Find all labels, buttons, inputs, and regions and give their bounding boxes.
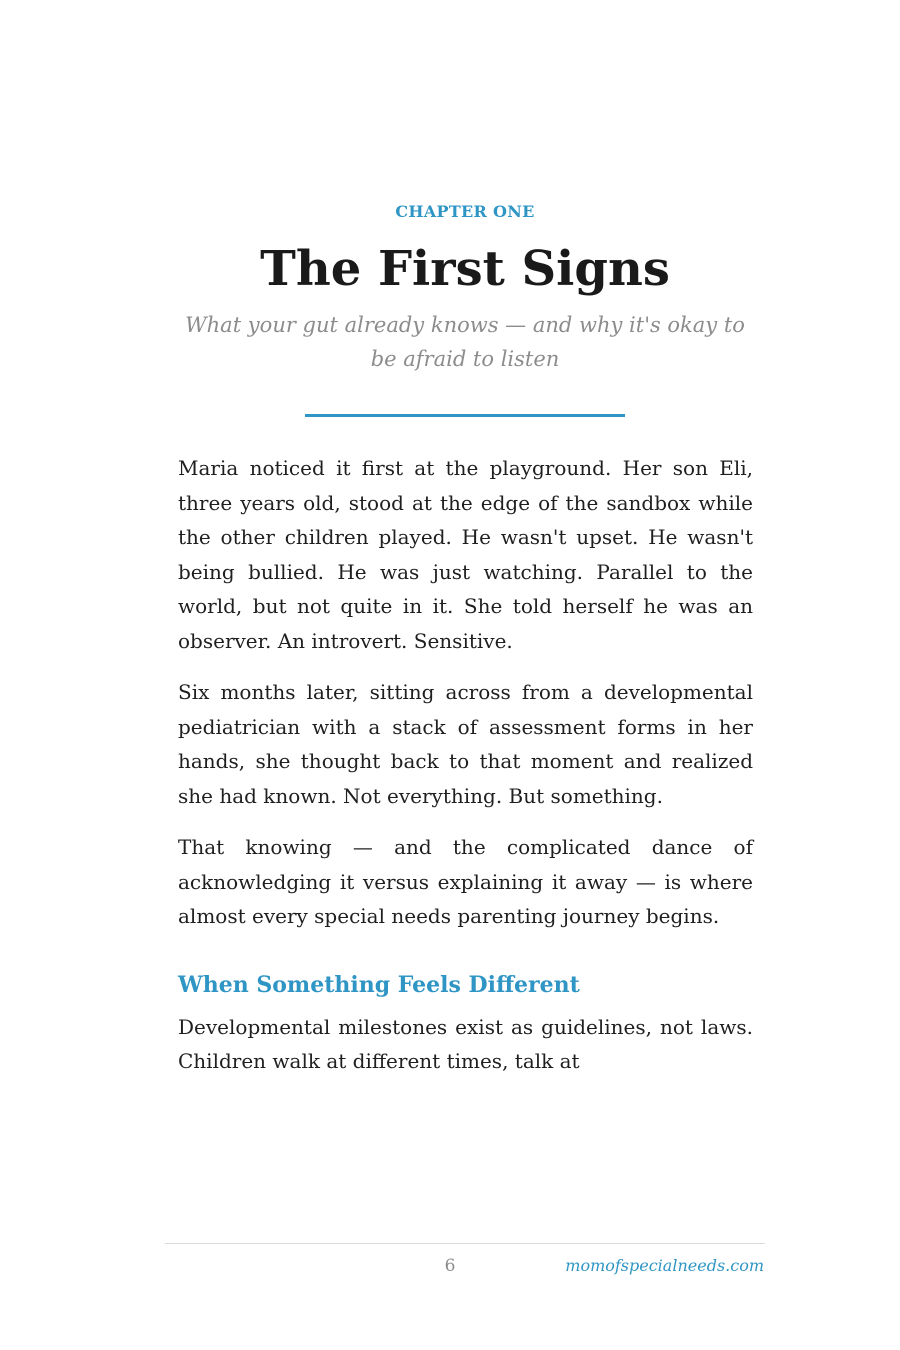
footer-divider [165, 1243, 765, 1244]
paragraph: Developmental milestones exist as guidelines, not laws. Children walk at different times, talk at [178, 1014, 753, 1073]
chapter-label: CHAPTER ONE [395, 202, 535, 221]
body-text [178, 451, 753, 1096]
paragraph: Six months later, sitting across from a developmental pediatrician with a stack of assessment forms in her hands, she thought back to that moment and realized she had known. Not everything. But something. [178, 680, 753, 808]
section-heading: When Something Feels Different [178, 971, 580, 998]
site-link[interactable]: momofspecialneeds.com [565, 1256, 764, 1275]
paragraph: That knowing — and the complicated dance of acknowledging it versus explaining it away — is where almost every special needs parenting journey begins. [178, 835, 753, 928]
chapter-subtitle: What your gut already knows — and why it's okay to be afraid to listen [185, 313, 745, 371]
page-number: 6 [444, 1256, 456, 1276]
chapter-title: The First Signs [260, 241, 670, 297]
paragraph: Maria noticed it first at the playground. Her son Eli, three years old, stood at the edge of the sandbox while the other children played. He wasn't upset. He wasn't being bullied. He was just watching. Parallel to the world, but not quite in it. She told herself he was an observer. An introvert. Sensitive. [178, 456, 753, 653]
